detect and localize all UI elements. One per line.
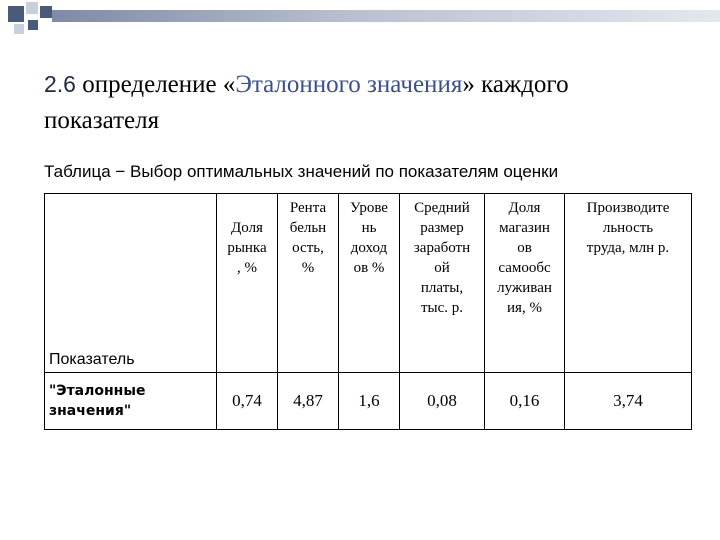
column-header: Средний размер заработн ой платы, тыс. р. xyxy=(400,194,485,373)
table-row xyxy=(45,373,692,430)
row-label: "Эталонные значения" xyxy=(45,373,217,430)
title-text-before: определение « xyxy=(82,71,236,98)
column-header: Производите льность труда, млн р. xyxy=(565,194,692,373)
section-number: 2.6 xyxy=(44,71,76,97)
decor-square-3 xyxy=(40,6,52,18)
data-table xyxy=(44,193,692,430)
column-header: Урове нь доход ов % xyxy=(339,194,400,373)
column-header: Доля магазин ов самообс луживан ия, % xyxy=(485,194,565,373)
header-bar xyxy=(52,10,720,22)
table-cell: 0,74 xyxy=(217,373,278,430)
header-row xyxy=(45,194,692,373)
title-highlight: Эталонного значения xyxy=(235,71,463,98)
corner-cell xyxy=(45,194,217,373)
column-header: Рента бельн ость, % xyxy=(278,194,339,373)
column-header: Доля рынка , % xyxy=(217,194,278,373)
decor-square-4 xyxy=(14,24,24,34)
table-cell: 0,08 xyxy=(400,373,485,430)
table-cell: 4,87 xyxy=(278,373,339,430)
table-cell: 3,74 xyxy=(565,373,692,430)
decor-square-1 xyxy=(8,6,24,22)
page-title xyxy=(44,66,684,139)
title-text-after: » каждого показателя xyxy=(44,71,569,134)
table-cell: 1,6 xyxy=(339,373,400,430)
corner-label: Показатель xyxy=(49,351,135,368)
table-caption: Таблица − Выбор оптимальных значений по показателям оценки xyxy=(44,162,559,181)
decor-square-2 xyxy=(26,2,38,14)
decor-square-5 xyxy=(28,20,38,30)
table-cell: 0,16 xyxy=(485,373,565,430)
